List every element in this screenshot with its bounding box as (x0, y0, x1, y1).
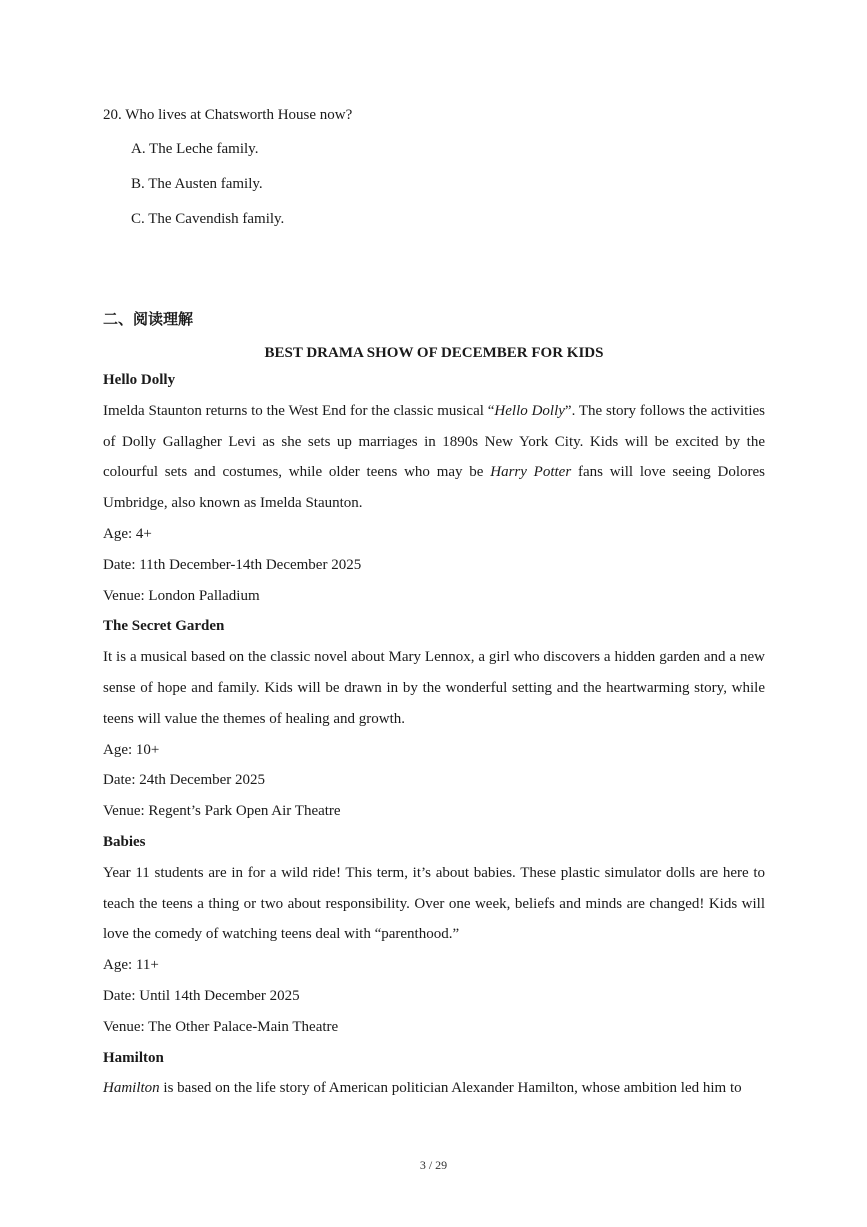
desc-text: ”. The story follows the activities of Dolly Gallagher Levi as she sets up marriages in 1890s New York City. Kids will be excited by the colourful sets and costumes, while older teens who may be (103, 402, 766, 481)
desc-text: Imelda Staunton returns to the West End for the classic musical “ (103, 402, 495, 419)
option-b: B. The Austen family. (131, 176, 263, 192)
show-title-hello-dolly: Hello Dolly (103, 372, 176, 388)
passage-title: BEST DRAMA SHOW OF DECEMBER FOR KIDS (264, 345, 604, 361)
question-20 (103, 103, 763, 242)
answer-options (131, 137, 763, 231)
page-number: 3 / 29 (419, 1158, 448, 1172)
show-venue: Venue: Regent’s Park Open Air Theatre (103, 803, 341, 820)
desc-text: fans will love seeing Dolores Umbridge, also known as Imelda Staunton. (103, 464, 765, 512)
show-description-hamilton (103, 1073, 765, 1104)
desc-italic-title: Hello Dolly (494, 402, 565, 419)
show-date: Date: 11th December-14th December 2025 (103, 556, 362, 573)
show-venue: Venue: The Other Palace-Main Theatre (103, 1018, 339, 1035)
section-heading: 二、阅读理解 (103, 310, 194, 328)
option-a: A. The Leche family. (131, 141, 259, 157)
show-title-secret-garden: The Secret Garden (103, 618, 225, 635)
desc-italic-title: Harry Potter (490, 464, 572, 481)
show-date: Date: 24th December 2025 (103, 772, 266, 789)
question-stem: 20. Who lives at Chatsworth House now? (103, 107, 353, 123)
desc-italic-title: Hamilton (103, 1080, 160, 1097)
show-date: Date: Until 14th December 2025 (103, 987, 300, 1004)
show-description-secret-garden: It is a musical based on the classic novel about Mary Lennox, a girl who discovers a hidden garden and a new sense of hope and family. Kids will be drawn in by the wonderful setting and the heartwarming story, while teens will value the themes of healing and growth. (103, 649, 765, 727)
reading-passage (103, 341, 765, 1104)
show-title-babies: Babies (103, 833, 146, 850)
show-age: Age: 10+ (103, 741, 160, 758)
show-title-hamilton: Hamilton (103, 1049, 164, 1066)
show-venue: Venue: London Palladium (103, 587, 260, 604)
show-age: Age: 4+ (103, 525, 152, 542)
desc-text: is based on the life story of American politician Alexander Hamilton, whose ambition led him to (159, 1080, 742, 1097)
show-age: Age: 11+ (103, 957, 159, 974)
show-description-babies: Year 11 students are in for a wild ride! This term, it’s about babies. These plastic simulator dolls are here to teach the teens a thing or two about responsibility. Over one week, beliefs and minds are changed! Kids will love the comedy of watching teens deal with “parenthood.” (103, 864, 765, 943)
option-c: C. The Cavendish family. (131, 211, 285, 227)
show-description-hello-dolly (103, 396, 765, 519)
